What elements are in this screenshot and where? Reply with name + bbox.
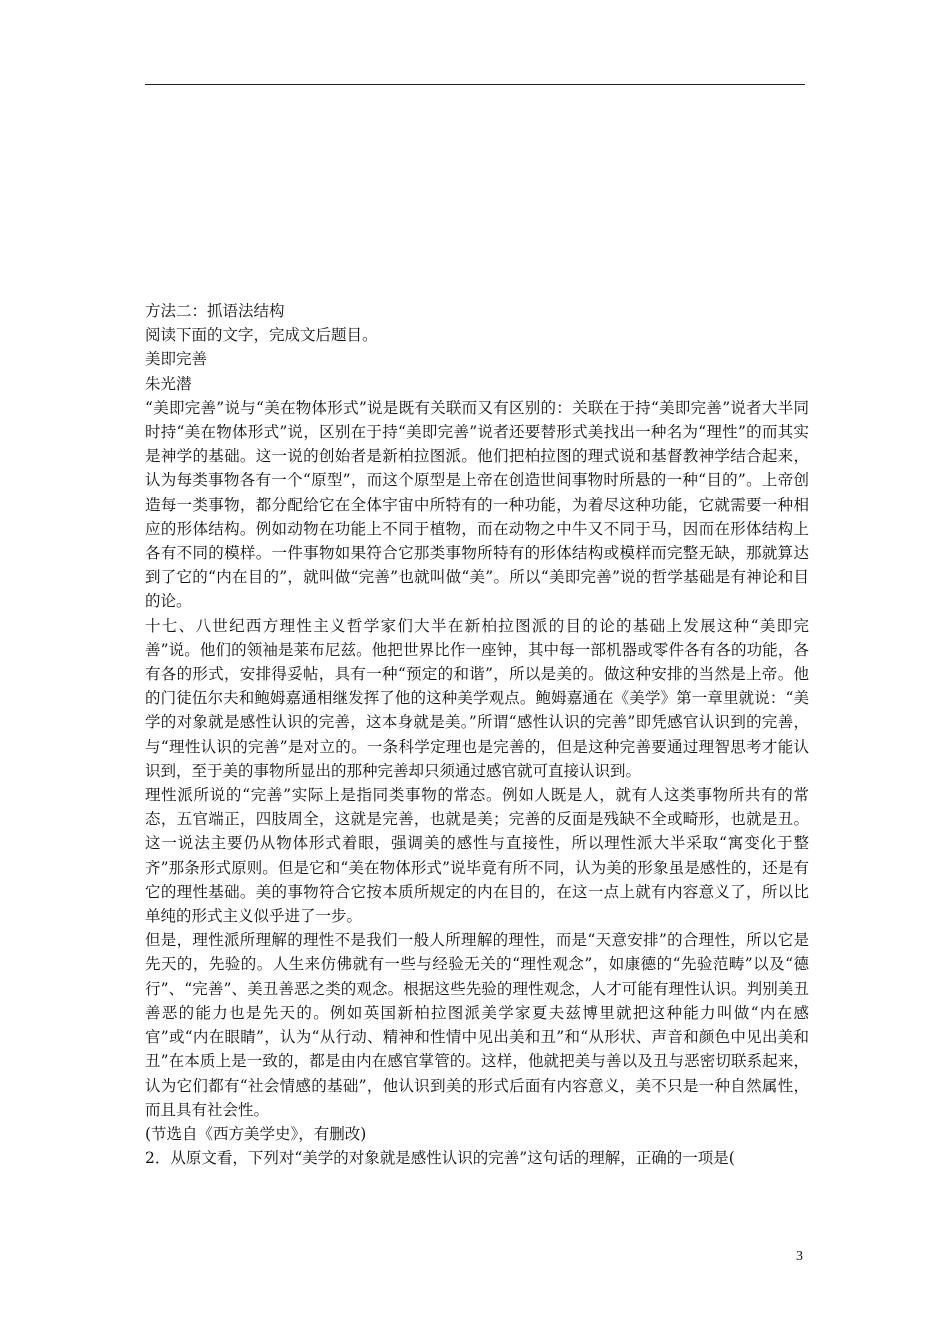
paragraph-1: “美即完善”说与“美在物体形式”说是既有关联而又有区别的：关联在于持“美即完善”说者大半同时持“美在物体形式”说，区别在于持“美即完善”说者还要替形式美找出一种名为“理性”的而其实是神学的基础。这一说的创始者是新柏拉图派。他们把柏拉图的理式说和基督教神学结合起来，认为每类事物各有一个“原型”，而这个原型是上帝在创造世间事物时所悬的一种“目的”。上帝创造每一类事物，都分配给它在全体宇宙中所特有的一种功能，为着尽这种功能，它就需要一种相应的形体结构。例如动物在功能上不同于植物，而在动物之中牛又不同于马，因而在形体结构上各有不同的模样。一件事物如果符合它那类事物所特有的形体结构或模样而完整无缺，那就算达到了它的“内在目的”，就叫做“完善”也就叫做“美”。所以“美即完善”说的哲学基础是有神论和目的论。 bbox=[145, 398, 809, 611]
question-2: 2．从原文看，下列对“美学的对象就是感性认识的完善”这句话的理解，正确的一项是( bbox=[145, 1149, 735, 1168]
method-heading: 方法二：抓语法结构 bbox=[145, 302, 285, 320]
paragraph-4: 但是，理性派所理解的理性不是我们一般人所理解的理性，而是“天意安排”的合理性，所以它是先天的，先验的。人生来仿佛就有一些与经验无关的“理性观念”，如康德的“先验范畴”以及“德行”、“完善”、美丑善恶之类的观念。根据这些先验的理性观念，人才可能有理性认识。判别美丑善恶的能力也是先天的。例如英国新柏拉图派美学家夏夫兹博里就把这种能力叫做“内在感官”或“内在眼睛”，认为“从行动、精神和性情中见出美和丑”和“从形状、声音和颜色中见出美和丑”在本质上是一致的，都是由内在感官掌管的。这样，他就把美与善以及丑与恶密切联系起来，认为它们都有“社会情感的基础”，他认识到美的形式后面有内容意义，美不只是一种自然属性，而且具有社会性。 bbox=[145, 931, 809, 1119]
document-body bbox=[145, 299, 809, 1170]
article-title: 美即完善 bbox=[145, 350, 208, 369]
paragraph-2: 十七、八世纪西方理性主义哲学家们大半在新柏拉图派的目的论的基础上发展这种“美即完善”说。他们的领袖是莱布尼兹。他把世界比作一座钟，其中每一部机器或零件各有各的功能，各有各的形式，安排得妥帖，具有一种“预定的和谐”，所以是美的。做这种安排的当然是上帝。他的门徒伍尔夫和鲍姆嘉通相继发挥了他的这种美学观点。鲍姆嘉通在《美学》第一章里就说：“美学的对象就是感性认识的完善，这本身就是美。”所谓“感性认识的完善”即凭感官认识到的完善，与“理性认识的完善”是对立的。一条科学定理也是完善的，但是这种完善要通过理智思考才能认识到，至于美的事物所显出的那种完善却只须通过感官就可直接认识到。 bbox=[145, 616, 809, 780]
paragraph-3: 理性派所说的“完善”实际上是指同类事物的常态。例如人既是人，就有人这类事物所共有的常态，五官端正，四肢周全，这就是完善，也就是美；完善的反面是残缺不全或畸形，也就是丑。这一说法主要仍从物体形式着眼，强调美的感性与直接性，所以理性派大半采取“寓变化于整齐”那条形式原则。但是它和“美在物体形式”说毕竟有所不同，认为美的形象虽是感性的，还是有它的理性基础。美的事物符合它按本质所规定的内在目的，在这一点上就有内容意义了，所以比单纯的形式主义似乎进了一步。 bbox=[145, 786, 809, 926]
header-rule bbox=[145, 84, 805, 85]
article-author: 朱光潜 bbox=[145, 374, 192, 393]
source-note: (节选自《西方美学史》，有删改) bbox=[145, 1124, 367, 1143]
page-number: 3 bbox=[796, 1249, 803, 1264]
instruction-text: 阅读下面的文字，完成文后题目。 bbox=[145, 326, 378, 345]
